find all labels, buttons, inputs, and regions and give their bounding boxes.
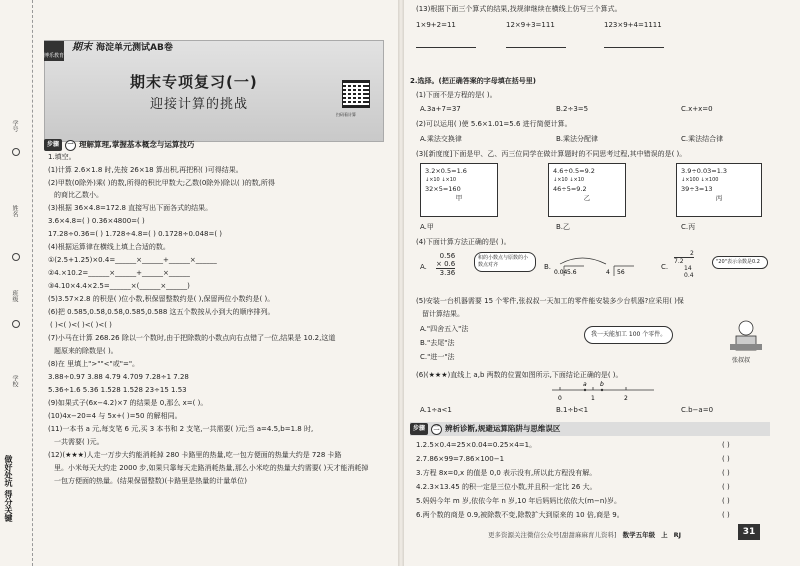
- question-line: 一包方便面的热量。(结果保留整数)(卡路里是热量的计量单位): [54, 477, 247, 485]
- footer-promo: 更多资源关注微信公众号[甜甜麻麻育儿资料]: [488, 531, 617, 539]
- margin-strip: [0, 0, 33, 566]
- q2-3-prompt: (3)[新度度]下面是甲、乙、丙三位同学在做计算题时的不同思考过程,其中错误的是( )。: [416, 150, 687, 158]
- vertical-calc-a: [436, 252, 455, 277]
- question-line: 3.88÷0.97 3.88 4.79 4.7̇09 7.28÷1 7.28: [48, 373, 189, 381]
- fig-label: 丙: [715, 194, 723, 202]
- fig-line: 3.2×0.5=1.6: [425, 167, 467, 175]
- number-line: [548, 380, 658, 406]
- judge-statement: 1.2.5×0.4=25×0.04=0.25×4=1。: [416, 441, 537, 449]
- shift-arc: [560, 258, 606, 264]
- question-line: (8)在 里填上">""<"或"="。: [48, 360, 140, 368]
- question-line: 一共需要( )元。: [54, 438, 104, 446]
- q13-prompt: (13)根据下面三个算式的结果,找规律继续在横线上仿写三个算式。: [416, 5, 622, 13]
- calc-line: 2: [690, 250, 694, 257]
- division-figure-b: [554, 250, 654, 282]
- fig-line: ↓×10 ↓×10: [553, 177, 585, 183]
- brand-title: 海淀单元测试AB卷: [96, 43, 173, 53]
- blank-line[interactable]: [416, 38, 476, 48]
- q2-4-option-b[interactable]: B.: [544, 263, 552, 271]
- judge-statement: 5.妈妈今年 m 岁,依依今年 n 岁,10 年后妈妈比依依大(m−n)岁。: [416, 497, 621, 505]
- question-line: 17.28÷0.36=( ) 1.728÷4.8=( ) 0.1728÷0.048=( ): [48, 230, 223, 238]
- page-number: 31: [738, 524, 760, 540]
- step-two-header: [410, 422, 770, 436]
- q2-3-option-a[interactable]: A.甲: [420, 223, 434, 231]
- question-line: 题原来的除数是( )。: [54, 347, 118, 355]
- margin-label-school: 学校: [11, 375, 18, 387]
- fig-line: 3.9÷0.03=1.3: [681, 167, 728, 175]
- fig-line: 46÷5=9.2: [553, 185, 587, 193]
- calc-line: 0.4: [684, 272, 694, 279]
- q2-3-option-c[interactable]: C.丙: [681, 223, 696, 231]
- q2-1-option-a[interactable]: A.3a+7=37: [420, 105, 461, 113]
- q2-2-option-c[interactable]: C.乘法结合律: [681, 135, 724, 143]
- method-figure-jia: [420, 163, 498, 217]
- page-title: 期末专项复习(一): [130, 73, 258, 91]
- divisor-b2: 4: [606, 269, 610, 276]
- step-one-header: [44, 139, 194, 151]
- q2-heading: 2.选择。(把正确答案的字母填在括号里): [410, 77, 536, 85]
- binding-hole: [12, 320, 20, 328]
- question-line: ①(2.5+1.25)×0.4=______×______+______×______: [48, 256, 217, 264]
- question-line: ( )<( )<( )<( )<( ): [50, 321, 112, 329]
- footer-term: 上: [661, 531, 668, 539]
- judge-statement: 6.两个数的商是 0.9,被除数不变,除数扩大到原来的 10 倍,商是 9。: [416, 511, 624, 519]
- logo-text: 博乐教育: [44, 53, 65, 59]
- blank-line[interactable]: [604, 38, 664, 48]
- worker-illustration-icon: [726, 318, 766, 354]
- answer-paren[interactable]: ( ): [722, 497, 730, 505]
- fig-label: 乙: [583, 194, 591, 202]
- fig-line: 32×5=160: [425, 185, 461, 193]
- question-line: (6)把 0.585,0.58̇,0.5̇8̇,0.585̇,0.588 这五个数按从小到大的顺序排列。: [48, 308, 275, 316]
- q2-5-prompt-cont: 留计算结果。: [422, 310, 464, 318]
- step-title: 理解算理,掌握基本概念与运算技巧: [79, 140, 195, 149]
- q2-5-option-a[interactable]: A."四舍五入"法: [420, 325, 469, 333]
- bubble-a: 积的小数点与原数的小数点对齐: [474, 252, 536, 272]
- question-line: (3)根据 36×4.8=172.8 直接写出下面各式的结果。: [48, 204, 213, 212]
- speaker-name: 张叔叔: [732, 357, 751, 364]
- question-line: 的商比乙数小。: [54, 191, 103, 199]
- fig-line: ↓×10 ↓×10: [425, 177, 457, 183]
- bubble-c: "20"表示余数是0.2: [712, 256, 768, 269]
- q2-6-option-b[interactable]: B.1÷b<1: [556, 406, 589, 414]
- judge-statement: 4.2.3×13.45 的积一定是三位小数,并且积一定比 26 大。: [416, 483, 597, 491]
- answer-paren[interactable]: ( ): [722, 441, 730, 449]
- q2-4-prompt: (4)下面计算方法正确的是( )。: [416, 238, 511, 246]
- q2-1-option-b[interactable]: B.2÷3=5: [556, 105, 589, 113]
- footer-grade: 数学五年级: [622, 531, 656, 539]
- calc-line: 3.36: [439, 269, 456, 277]
- q2-2-prompt: (2)可以运用( )使 5.6×1.01=5.6 进行简便计算。: [416, 120, 572, 128]
- fig-line: ↓×100 ↓×100: [681, 177, 719, 183]
- question-line: (12)(★★★)人走一万步大约能消耗掉 280 卡路里的热量,吃一包方便面的热量大约是 728 卡路: [48, 451, 342, 459]
- fig-line: 4.6÷0.5=9.2: [553, 167, 595, 175]
- calc-line: 7.2: [674, 257, 694, 265]
- margin-slogan: 做好处坑 得分关键: [4, 455, 13, 522]
- question-line: (5)3.57×2.8 的积是( )位小数,积保留整数约是( ),保留两位小数约是( )。: [48, 295, 275, 303]
- q2-5-option-b[interactable]: B."去尾"法: [420, 339, 455, 347]
- q2-6-prompt: (6)(★★★)直线上 a,b 两数的位置如图所示,下面结论正确的是( )。: [416, 371, 623, 379]
- answer-paren[interactable]: ( ): [722, 455, 730, 463]
- answer-paren[interactable]: ( ): [722, 483, 730, 491]
- speech-bubble: 我一天能加工 100 个零件。: [584, 326, 673, 344]
- dividend-b: 5.6: [567, 269, 577, 276]
- calc-line: 0.56: [439, 252, 456, 260]
- question-line: ②4.×10.2=______×______+______×______: [48, 269, 190, 277]
- question-line: 3.6×4.8=( ) 0.36×4800=( ): [48, 217, 145, 225]
- step-number: 二: [431, 424, 442, 435]
- question-1-heading: 1.填空。: [48, 153, 76, 161]
- pattern-eq-3: 123×9+4=1111: [604, 21, 662, 29]
- calc-line: 14: [684, 265, 692, 272]
- point-a-label: a: [583, 381, 587, 388]
- q2-2-option-a[interactable]: A.乘法交换律: [420, 135, 462, 143]
- q2-4-option-c[interactable]: C.: [661, 263, 669, 271]
- judge-statement: 3.方程 8x=0,x 的值是 0,0 表示没有,所以此方程没有解。: [416, 469, 597, 477]
- answer-paren[interactable]: ( ): [722, 511, 730, 519]
- answer-paren[interactable]: ( ): [722, 469, 730, 477]
- step-number: 一: [65, 140, 76, 151]
- q2-5-option-c[interactable]: C."进一"法: [420, 353, 455, 361]
- question-line: (4)根据运算律在横线上填上合适的数。: [48, 243, 170, 251]
- margin-label-name: 姓名: [11, 205, 18, 217]
- step-badge: 步骤: [410, 423, 428, 435]
- footer-edition: RJ: [673, 531, 682, 539]
- pattern-eq-2: 12×9+3=111: [506, 21, 555, 29]
- question-line: (9)如果式子(6x−4.2)×7 的结果是 0,那么 x=( )。: [48, 399, 208, 407]
- q2-6-option-a[interactable]: A.1÷a<1: [420, 406, 452, 414]
- fig-label: 甲: [455, 194, 463, 202]
- step-title: 辨析诊断,规避运算陷阱与思维误区: [445, 424, 561, 433]
- point-b: [601, 389, 603, 391]
- question-line: (7)小马在计算 268.26 除以一个数时,由于把除数的小数点向右点错了一位,结果是 10.2,这道: [48, 334, 336, 342]
- binding-hole: [12, 253, 20, 261]
- judge-statement: 2.7.86×99=7.86×100−1: [416, 455, 505, 463]
- page-footer: [488, 530, 681, 540]
- margin-label-class: 班级: [11, 290, 18, 302]
- question-line: 里。小米每天大约走 2000 步,如果只靠每天走路消耗热量,那么小米吃的热量大约需要( )天才能消耗掉: [54, 464, 369, 472]
- brand-bar: [44, 40, 382, 59]
- step-badge: 步骤: [44, 139, 62, 151]
- tick-label-2: 2: [624, 395, 628, 402]
- q2-2-option-b[interactable]: B.乘法分配律: [556, 135, 599, 143]
- divisor-b: 0.04: [554, 269, 568, 276]
- margin-label-student-id: 学号: [11, 120, 18, 132]
- point-b-label: b: [600, 381, 604, 388]
- page-subtitle: 迎接计算的挑战: [150, 97, 249, 112]
- q2-4-option-a[interactable]: A.: [420, 263, 427, 271]
- q2-1-option-c[interactable]: C.x+x=0: [681, 105, 713, 113]
- fig-line: 39÷3=13: [681, 185, 713, 193]
- page-fold: [398, 0, 404, 566]
- question-line: 5.36÷1.6 5.36 1.5̇28 1.52̇8 23÷15 1.53: [48, 386, 187, 394]
- blank-line[interactable]: [506, 38, 566, 48]
- brand-script: 期末: [72, 42, 92, 53]
- question-line: (1)计算 2.6×1.8 时,先按 26×18 算出积,再把积( )可得结果。: [48, 166, 243, 174]
- question-line: ③4.10×4.4×2.5=______×(______×______): [48, 282, 190, 290]
- q2-1-prompt: (1)下面不是方程的是( )。: [416, 91, 497, 99]
- question-line: (11)一本书 a 元,每支笔 6 元,买 3 本书和 2 支笔,一共需要( )元;当 a=4.5,b=1.8 时,: [48, 425, 314, 433]
- tick-label-0: 0: [558, 395, 562, 402]
- q2-5-prompt: (5)安装一台机器需要 15 个零件,张叔叔一天加工的零件能安装多少台机器?应采用( )保: [416, 297, 684, 305]
- method-figure-bing: [676, 163, 762, 217]
- question-line: (10)4x−20=4 与 5x+( )=50 的解相同。: [48, 412, 182, 420]
- pattern-eq-1: 1×9+2=11: [416, 21, 456, 29]
- dividend-b2: 56: [617, 269, 625, 276]
- tick-label-1: 1: [591, 395, 595, 402]
- publisher-logo: [44, 41, 64, 61]
- method-figure-yi: [548, 163, 626, 217]
- calc-line: × 0.6: [436, 260, 456, 268]
- vertical-calc-c: [674, 250, 694, 279]
- qr-caption: 扫码看计算: [336, 112, 356, 117]
- q2-6-option-c[interactable]: C.b−a=0: [681, 406, 714, 414]
- point-a: [584, 389, 586, 391]
- q2-3-option-b[interactable]: B.乙: [556, 223, 571, 231]
- qr-code-icon[interactable]: [342, 80, 370, 108]
- binding-hole: [12, 148, 20, 156]
- question-line: (2)甲数(0除外)乘( )的数,所得的积比甲数大;乙数(0除外)除以( )的数,所得: [48, 179, 275, 187]
